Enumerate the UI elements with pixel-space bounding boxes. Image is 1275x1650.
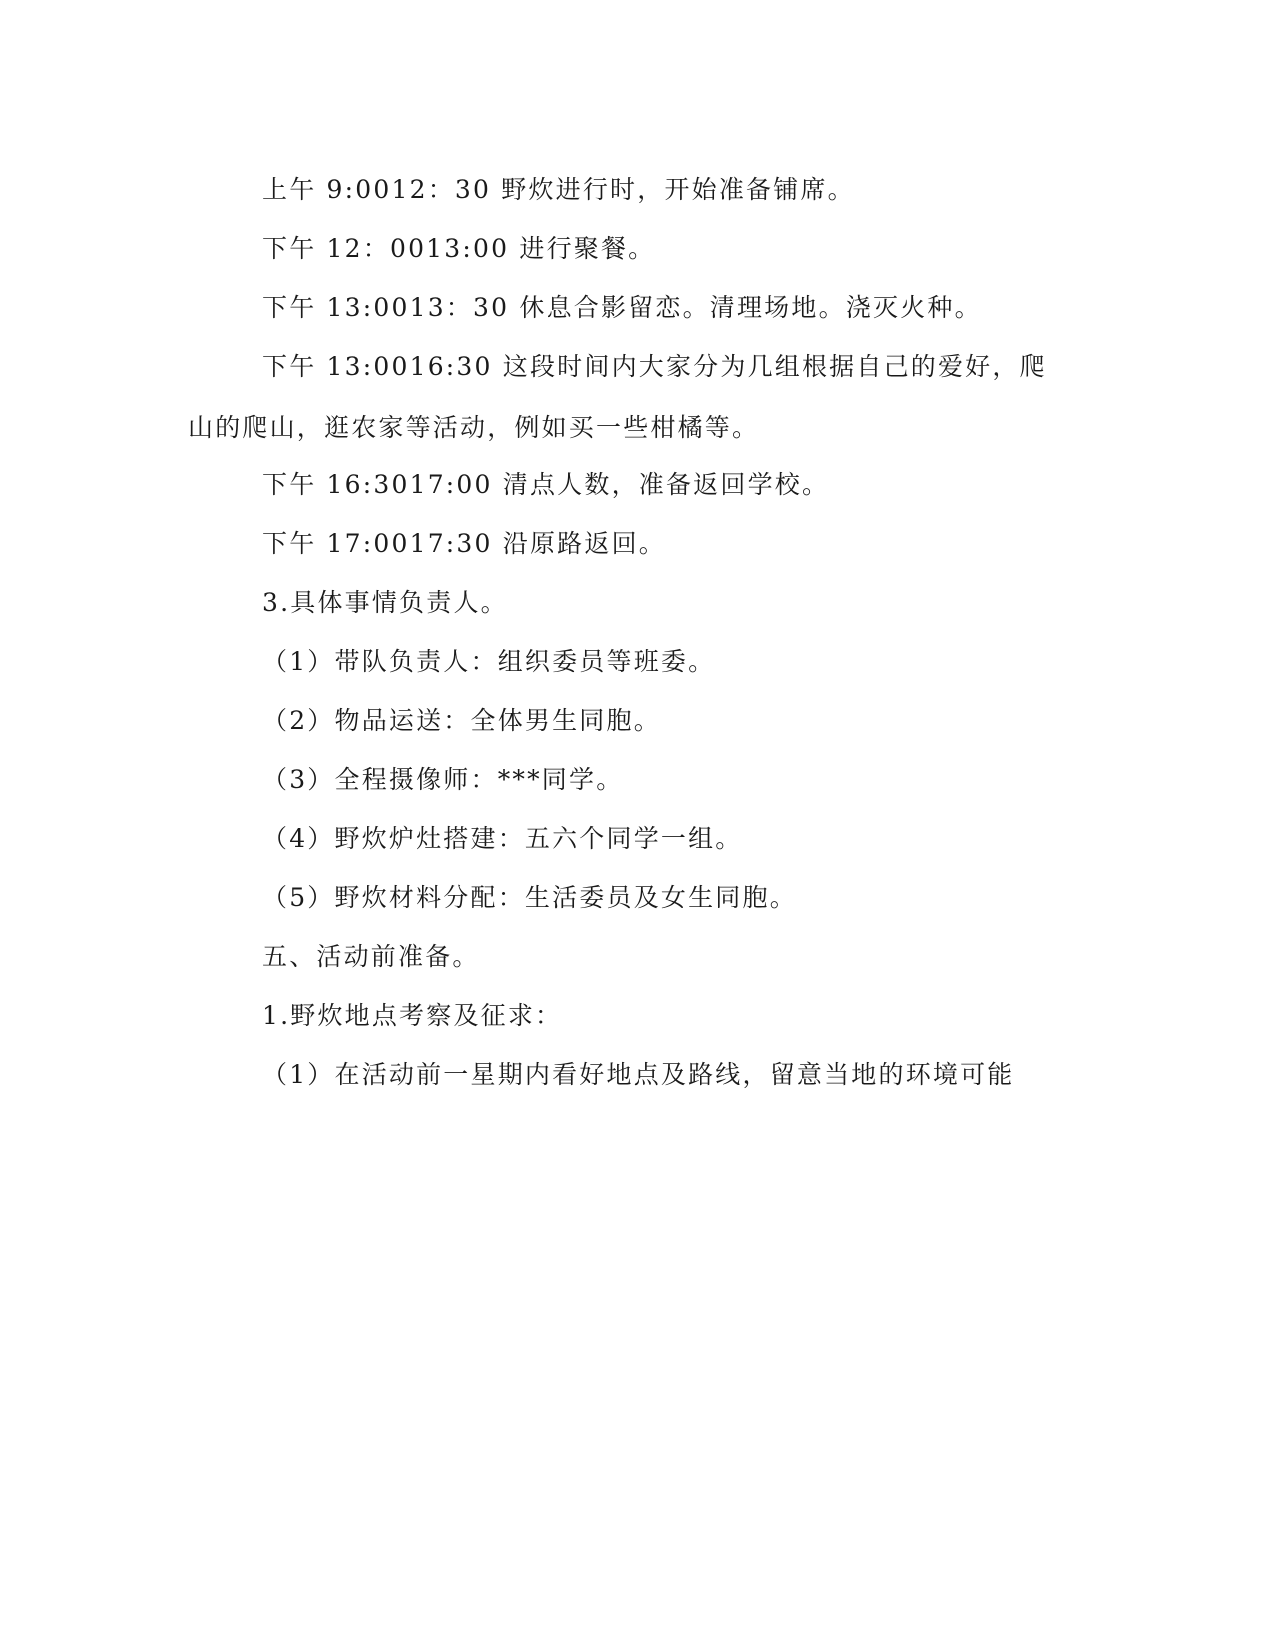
section-heading-preparation: 五、活动前准备。 <box>262 942 480 971</box>
paragraph-schedule-morning: 上午 9:0012：30 野炊进行时，开始准备铺席。 <box>262 175 855 204</box>
list-item-photographer: （3）全程摄像师：***同学。 <box>262 765 624 794</box>
paragraph-site-survey: 1.野炊地点考察及征求： <box>262 1001 563 1030</box>
list-item-site-check: （1）在活动前一星期内看好地点及路线，留意当地的环境可能 <box>262 1060 1015 1089</box>
list-item-leader: （1）带队负责人：组织委员等班委。 <box>262 647 716 676</box>
paragraph-schedule-headcount: 下午 16:3017:00 清点人数，准备返回学校。 <box>262 470 830 499</box>
paragraph-schedule-activities: 下午 13:0016:30 这段时间内大家分为几组根据自己的爱好，爬山的爬山，逛农家等活动，例如买一些柑橘等。 <box>188 352 1047 442</box>
paragraph-schedule-return: 下午 17:0017:30 沿原路返回。 <box>262 529 666 558</box>
list-item-stove: （4）野炊炉灶搭建：五六个同学一组。 <box>262 824 743 853</box>
paragraph-schedule-lunch: 下午 12：0013:00 进行聚餐。 <box>262 234 656 263</box>
paragraph-section-responsible: 3.具体事情负责人。 <box>262 588 508 617</box>
list-item-materials: （5）野炊材料分配：生活委员及女生同胞。 <box>262 883 797 912</box>
paragraph-schedule-rest: 下午 13:0013：30 休息合影留恋。清理场地。浇灭火种。 <box>262 293 982 322</box>
list-item-transport: （2）物品运送：全体男生同胞。 <box>262 706 661 735</box>
